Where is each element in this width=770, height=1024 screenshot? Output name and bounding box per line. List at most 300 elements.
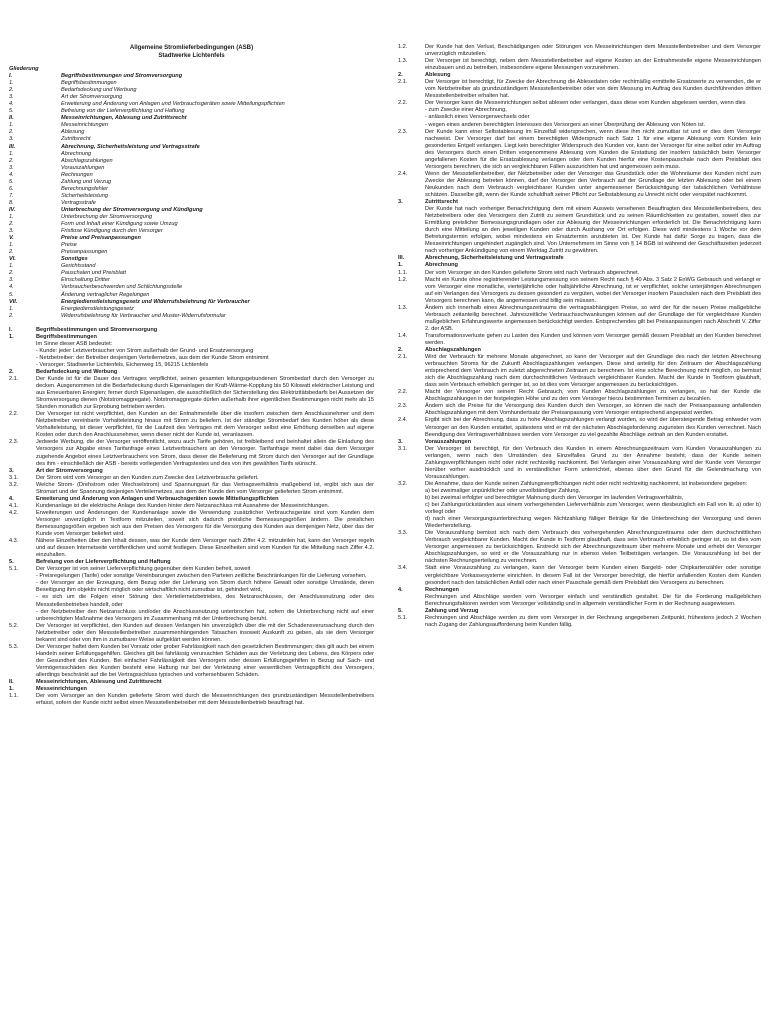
paragraph-text: Der Kunde hat nach vorheriger Benachrichtigung dem mit einem Ausweis versehenen Beauftragten des Messstellenbetreibers, des Netzbetreibers oder des Versorgers den Zutritt zu seinem Grundstück und zu seinen Räumlichkeiten zu gestatten, soweit dies zur Ermittlung preislicher Bemessungsgrundlagen oder zur Ablesung der Messeinrichtungen erforderlich ist. Die Benachrichtigung kann durch eine Mitteilung an den jeweiligen Kunden oder durch Aushang vor Ort erfolgen. Diese wird mindestens 1 Woche vor dem Betretungstermin erfolgen, wobei mindestens ein Ersatztermin anzubieten ist. Der Kunde hat dafür Sorge zu tragen, dass die Messeinrichtungen ungehindert zugänglich sind. Von Unternehmern im Sinne von § 14 BGB ist während der Geschäftszeiten jederzeit nach vorheriger Ankündigung von einem Werktag Zutritt zu gewähren. [425, 206, 761, 255]
toc-row-number: 2. [9, 312, 14, 319]
paragraph-text: Bedarfsdeckung und Werbung [36, 368, 118, 375]
paragraph [398, 100, 761, 107]
paragraph [9, 644, 374, 679]
toc-row-title: Preisanpassungen [61, 249, 108, 256]
paragraph-text: - wegen eines anderen berechtigten Interesses des Versorgers an einer Überprüfung der Ablesung von Nöten ist. [425, 121, 706, 128]
toc-row-title: Preise [61, 242, 77, 249]
paragraph [9, 503, 374, 510]
paragraph-text: - der Versorger an der Erzeugung, dem Bezug oder der Lieferung von Strom durch höhere Gewalt oder sonstige Umstände, deren Beseitigung ihm objektiv nicht möglich oder wirtschaftlich nicht zumutbar ist, gehindert wird, [36, 580, 374, 594]
toc-row-number: 4. [9, 171, 14, 178]
toc-row [9, 228, 374, 235]
section-heading [9, 334, 374, 341]
toc-row-title: Form und Inhalt einer Kündigung sowie Umzug [61, 221, 178, 228]
toc-row-title: Messeinrichtungen [61, 122, 108, 129]
paragraph [9, 693, 374, 707]
paragraph [398, 446, 761, 481]
toc-row-number: 5. [9, 178, 14, 185]
paragraph-text: c) bei Zahlungsrückständen aus einem vorhergehenden Lieferverhältnis zum Versorger, wenn diesbezüglich ein Fall von lit. a) oder b) vorliegt oder [425, 502, 761, 516]
paragraph [398, 206, 761, 255]
toc-row-number: 4. [9, 101, 14, 108]
section-heading [9, 686, 374, 693]
toc-row-number: 3. [9, 136, 14, 143]
paragraph [9, 475, 374, 482]
paragraph-text: b) bei zweimal erfolgter und berechtigter Mahnung durch den Versorger im laufenden Vertragsverhältnis, [425, 495, 684, 501]
paragraph [9, 411, 374, 439]
toc-row-number: IV. [9, 206, 16, 213]
paragraph-text: Art der Stromversorgung [36, 467, 103, 474]
paragraph-text: Zahlung und Verzug [425, 607, 479, 614]
toc-row-number: 2. [9, 87, 14, 94]
paragraph-text: Messeinrichtungen, Ablesung und Zutrittsrecht [36, 679, 162, 686]
paragraph-text: Der vom Versorger an den Kunden gelieferte Strom wird nach Verbrauch abgerechnet. [425, 269, 640, 276]
toc-row-title: Abrechnung, Sicherheitsleistung und Vertragsstrafe [61, 143, 200, 150]
paragraph-number: 3. [398, 438, 403, 445]
paragraph-number: 5. [9, 559, 14, 566]
paragraph-number: 2.2. [9, 411, 19, 418]
paragraph-text: Erweiterung und Änderung von Anlagen und Verbrauchsgeräten sowie Mitteilungspflichten [36, 495, 279, 502]
document-title: Allgemeine Stromlieferbedingungen (ASB) [129, 44, 254, 51]
toc-row [9, 277, 374, 284]
right-column [398, 44, 761, 629]
paragraph [398, 488, 761, 495]
paragraph-number: 1.3. [398, 304, 408, 311]
paragraph [398, 277, 761, 305]
paragraph-number: 3.1. [9, 474, 19, 481]
paragraph [398, 305, 761, 333]
paragraph [9, 538, 374, 559]
paragraph-text: Rechnungen [425, 586, 459, 593]
section-heading [9, 496, 374, 503]
toc-row [9, 115, 374, 122]
paragraph [398, 530, 761, 565]
paragraph-number: 4. [9, 495, 14, 502]
paragraph [398, 129, 761, 171]
paragraph-text: Die Vorauszahlung bemisst sich nach dem Verbrauch des vorhergehenden Abrechnungszeitraums oder dem durchschnittlichen Verbrauch vergleichbarer Kunden. Macht der Kunde in Textform glaubhaft, dass sein Verbrauch erheblich geringer ist, so ist dies vom Versorger angemessen zu berücksichtigen. Erstreckt sich der Abrechnungszeitraum über mehrere Monate und erhebt der Versorger Abschlagszahlungen, so wird er die Vorauszahlung nur in ebenso vielen Teilbeträgen verlangen. Die Vorauszahlung ist bei der nächsten Rechnungserteilung zu verrechnen. [425, 530, 761, 565]
paragraph-number: 5.1. [9, 566, 19, 573]
paragraph-text: Abschlagszahlungen [425, 347, 481, 354]
paragraph-text: - Versorger: Stadtwerke Lichtenfels, Eichenweg 15, 96215 Lichtenfels [36, 361, 209, 368]
toc-row [9, 263, 374, 270]
toc-row-title: Begriffsbestimmungen [61, 80, 117, 87]
paragraph [9, 439, 374, 467]
paragraph-text: Der Kunde ist für die Dauer des Vertrages verpflichtet, seinen gesamten leitungsgebundenen Strombedarf durch den Versorger zu decken. Ausgenommen ist die Bedarfsdeckung durch Eigenanlagen der Kraft-Wärme-Kopplung bis 50 Kilowatt elektrischer Leistung und aus Erneuerbaren Energien; ferner durch Eigenanlagen, die ausschließlich der Sicherstellung des Elektrizitätsbedarfs bei Aussetzen der Stromversorgung dienen (Notstromaggregate). Notstromaggregate dürfen außerhalb ihrer eigentlichen Bestimmungen nicht mehr als 15 Stunden monatlich zur Erprobung betrieben werden. [36, 376, 374, 411]
paragraph-text: Der Strom wird vom Versorger an den Kunden zum Zwecke des Letztverbrauchs geliefert. [36, 474, 259, 481]
toc-row-title: Ablesung [61, 129, 85, 136]
paragraph-number: 2. [398, 72, 403, 79]
paragraph-number [398, 122, 425, 129]
toc-row-number: 2. [9, 221, 14, 228]
paragraph [398, 403, 761, 417]
toc-row-title: Zahlung und Verzug [61, 178, 112, 185]
toc-row-title: Fristlose Kündigung durch den Versorger [61, 228, 163, 235]
paragraph-number: 1.3. [398, 58, 408, 65]
paragraph [9, 482, 374, 496]
paragraph-number: III. [398, 255, 405, 262]
toc-row-title: Abrechnung [61, 150, 92, 157]
paragraph-text: Abrechnung, Sicherheitsleistung und Vertragsstrafe [425, 255, 564, 262]
paragraph-number [9, 348, 36, 355]
paragraph-number: 2.2. [398, 100, 408, 107]
paragraph-number [9, 341, 36, 348]
paragraph-number [398, 516, 425, 530]
paragraph-number [398, 488, 425, 495]
paragraph [398, 495, 761, 502]
paragraph-number: 5. [398, 607, 403, 614]
toc-row-title: Abschlagszahlungen [61, 157, 113, 164]
section-heading [398, 439, 761, 446]
toc-row [9, 256, 374, 263]
paragraph [398, 122, 761, 129]
toc-row-title: Pauschalen und Preisblatt [61, 270, 126, 277]
paragraph-number: 1. [398, 262, 403, 269]
toc-row-number: 1. [9, 122, 14, 129]
paragraph-text: - Preisregelungen (Tarife) oder sonstige Vereinbarungen zwischen den Parteien zeitliche Beschränkungen für die Lieferung vorsehen, [36, 573, 367, 580]
paragraph-number: 1.4. [398, 332, 408, 339]
paragraph-text: Ändern sich innerhalb eines Abrechnungszeitraums die vertragsabhängigen Preise, so wird der für die neuen Preise maßgebliche Verbrauch zeitanteilig berechnet. Jahreszeitliche Verbrauchsschwankungen können auf der Grundlage der für vergleichbare Kunden maßgeblichen Erfahrungswerte angemessen berücksichtigt werden. Entsprechendes gilt bei Preisanpassungen nach Abschnitt V. Ziffer 2. der ASB. [425, 304, 761, 332]
toc-row [9, 158, 374, 165]
left-column [9, 44, 374, 707]
paragraph [398, 615, 761, 629]
section-heading [398, 608, 761, 615]
paragraph-text: Der Versorger kann die Messeinrichtungen selbst ablesen oder verlangen, dass diese vom Kunden abgelesen werden, wenn dies [425, 100, 746, 107]
paragraph [398, 270, 761, 277]
paragraph [398, 389, 761, 403]
section-heading [398, 255, 761, 262]
paragraph [398, 417, 761, 438]
paragraph-text: - es sich um die Folgen einer Störung des Verteilernetzbetriebes, des Netzanschlusses, der Anschlussnutzung oder des Messstellenbetriebes handelt, oder [36, 594, 374, 608]
paragraph-text: d) nach einer Versorgungsunterbrechung wegen Nichtzahlung fälliger Beträge für die Unterbrechung der Versorgung und deren Wiederherstellung. [425, 516, 761, 530]
paragraph-number: 3.4. [398, 565, 408, 572]
toc-row [9, 108, 374, 115]
toc-row-number: 3. [9, 164, 14, 171]
toc-row-number: 1. [9, 150, 14, 157]
paragraph-number: 1.1. [398, 269, 408, 276]
toc-row [9, 179, 374, 186]
paragraph-number: 1. [9, 686, 14, 693]
paragraph-text: Der Versorger ist nicht verpflichtet, den Kunden an der Entnahmestelle über die insofern zwischen dem Anschlussnehmer und dem Netzbetreiber vereinbarte Vorhalteleistung hinaus mit Strom zu beliefern. Ist der ständige Strombedarf des Kunden höher als diese Vorhalteleistung, ist dieser verpflichtet, für die Laufzeit des Vertrages mit dem Versorger selbst eine Erhöhung derselben auf eigene Kosten oder durch den Anschlussnehmer, wenn dieser nicht der Kunde ist, veranlassen. [36, 411, 374, 439]
paragraph-text: Abrechnung [425, 262, 458, 269]
toc-row-title: Unterbrechung der Stromversorgung und Kündigung [61, 206, 203, 213]
toc-row [9, 144, 374, 151]
toc-row [9, 165, 374, 172]
left-body-text [9, 327, 374, 708]
paragraph [9, 623, 374, 644]
paragraph-number: 2.1. [398, 354, 408, 361]
paragraph-text: Begriffsbestimmungen [36, 333, 97, 340]
toc-row [9, 235, 374, 242]
paragraph-text: Der Versorger haftet dem Kunden bei Vorsatz oder grober Fahrlässigkeit nach den gesetzlichen Bestimmungen; dies gilt auch bei einem Handeln seiner Erfüllungsgehilfen. Gleiches gilt bei fahrlässig verursachten Schäden aus der Verletzung des Lebens, des Körpers oder der Gesundheit des Kunden. Bei einfacher Fahrlässigkeit des Versorgers oder dessen Erfüllungsgehilfen in Bezug auf Sach- und Vermögensschäden des Kunden besteht eine Haftung nur bei der Verletzung einer wesentlichen Vertragspflicht des Versorgers, allerdings beschränkt auf die bei Vertragsschluss typischen und vorhersehbaren Schäden. [36, 643, 374, 678]
section-heading [9, 559, 374, 566]
paragraph-text: Zutrittsrecht [425, 199, 458, 206]
toc-row [9, 151, 374, 158]
toc-row-number: 1. [9, 242, 14, 249]
paragraph-text: Der Versorger ist berechtigt, für Zwecke der Abrechnung die Ablesedaten oder rechtmäßig ermittelte Ersatzwerte zu verwenden, die er vom Netzbetreiber als grundzuständigem Messstellenbetreiber oder von dem Messung im Auftrag des Kunden durchführenden dritten Messstellenbetreiber erhalten hat. [425, 79, 761, 100]
paragraph-text: Der Kunde kann einer Selbstablesung im Einzelfall widersprechen, wenn diese ihm nicht zumutbar ist und er dies dem Versorger nachweist. Der Versorger darf bei einem berechtigten Widerspruch nach Satz 1 für eine eigene Ablesung vom Kunden kein gesondertes Entgelt verlangen. Liegt kein berechtigter Widerspruch des Kunden vor, kann der Versorger für eine selbst oder im Auftrag des Versorgers durch einen Dritten vorgenommene Ablesung vom Kunden die Erstattung der insofern tatsächlich beim Versorger angefallenen Kosten für die Ersatzablesung verlangen oder dem Kunden hierfür eine Kostenpauschale nach dem Preisblatt des Versorgers berechnen, die sich an vergleichbaren Fällen auszurichten hat und angemessen sein muss. [425, 128, 761, 170]
paragraph-text: Begriffsbestimmungen und Stromversorgung [36, 326, 158, 333]
toc-row-number: 7. [9, 192, 14, 199]
paragraph-number: 2.3. [398, 128, 408, 135]
paragraph-number: 3.1. [398, 445, 408, 452]
section-heading [9, 327, 374, 334]
section-heading [398, 587, 761, 594]
toc-row [9, 292, 374, 299]
paragraph-number [9, 580, 36, 594]
toc-row-number: 2. [9, 249, 14, 256]
toc-row [9, 221, 374, 228]
paragraph-number: 4.1. [9, 502, 19, 509]
paragraph [9, 348, 374, 355]
paragraph [9, 376, 374, 411]
paragraph [398, 171, 761, 199]
paragraph-text: Nähere Einzelheiten über den Inhalt dessen, was der Kunde dem Versorger nach Ziffer 4.2. mitzuteilen hat, kann der Versorger regeln und auf dessen Internetseite veröffentlichen und somit festlegen. Diese Einzelheiten sind vom Kunden für die Mitteilung nach Ziffer 4.2. einzuhalten. [36, 538, 374, 559]
toc-row-title: Art der Stromversorgung [61, 94, 123, 101]
paragraph-number [9, 594, 36, 608]
paragraph-text: Der Kunde hat den Verlust, Beschädigungen oder Störungen von Messeinrichtungen dem Messstellenbetreiber und dem Versorger unverzüglich mitzuteilen. [425, 44, 761, 58]
toc-row-number: II. [9, 115, 14, 122]
toc-row [9, 270, 374, 277]
paragraph-number: 1. [9, 333, 14, 340]
paragraph [9, 510, 374, 538]
toc-row-title: Gerichtsstand [61, 263, 96, 270]
toc-row [9, 284, 374, 291]
paragraph-text: Der Versorger ist verpflichtet, den Kunden auf dessen Verlangen hin unverzüglich über die mit der Schadensverursachung durch den Netzbetreiber oder den Messstellenbetreiber zusammenhängenden Tatsachen insoweit Auskunft zu geben, als sie dem Versorger bekannt sind oder von ihm in zumutbarer Weise aufgeklärt werden können. [36, 622, 374, 643]
section-heading [398, 72, 761, 79]
section-heading [398, 347, 761, 354]
toc-row [9, 299, 374, 306]
paragraph-number: 3.2. [398, 480, 408, 487]
toc-row-title: Befreiung von der Lieferverpflichtung und Haftung [61, 108, 185, 115]
section-heading [398, 199, 761, 206]
toc-row [9, 101, 374, 108]
paragraph-number [9, 355, 36, 362]
paragraph-text: Messeinrichtungen [36, 686, 87, 693]
toc-row [9, 172, 374, 179]
paragraph [9, 573, 374, 580]
document-subtitle: Stadtwerke Lichtenfels [158, 52, 225, 59]
toc-row [9, 193, 374, 200]
toc-row-title: Unterbrechung der Stromversorgung [61, 213, 153, 220]
paragraph-text: Im Sinne dieser ASB bedeutet: [36, 340, 113, 347]
toc-row-title: Energiedienstleistungsgesetz [61, 305, 134, 312]
paragraph-text: a) bei zweimaliger unpünktlicher oder unvollständiger Zahlung, [425, 487, 581, 494]
paragraph-number [398, 114, 425, 121]
paragraph-number: 5.2. [9, 622, 19, 629]
paragraph-text: Die Annahme, dass der Kunde seinen Zahlungsverpflichtungen nicht oder nicht rechtzeitig nachkommt, ist insbesondere gegeben: [425, 480, 748, 487]
paragraph-number: 1.2. [398, 276, 408, 283]
paragraph-number: 1.2. [398, 44, 408, 50]
toc-row-title: Änderung vertraglicher Regelungen [61, 291, 150, 298]
paragraph [398, 107, 761, 114]
toc-row-title: Bedarfsdeckung und Werbung [61, 87, 137, 94]
right-body-text [398, 44, 761, 629]
toc-row-number: 2. [9, 129, 14, 136]
toc-row [9, 242, 374, 249]
toc-row-number: 3. [9, 94, 14, 101]
paragraph-text: - Netzbetreiber: der Betreiber desjenigen Verteilernetzes, aus dem der Kunde Strom entnimmt [36, 354, 269, 361]
paragraph-text: Wenn der Messstellenbetreiber, der Netzbetreiber oder der Versorger das Grundstück oder die Wohnräume des Kunden nicht zum Zwecke der Ablesung betreten können, darf der Versorger den Verbrauch auf der Grundlage der letzten Ablesung oder bei einem Neukunden nach dem Verbrauch vergleichbarer Kunden unter angemessener Berücksichtigung der tatsächlichen Verhältnisse schätzen. Dasselbe gilt, wenn der Kunde schuldhaft seiner Pflicht zur Selbstablesung zu Unrecht nicht oder verspätet nachkommt. [425, 170, 761, 198]
paragraph-number: II. [9, 679, 14, 686]
toc-row [9, 306, 374, 313]
paragraph-number [9, 573, 36, 580]
paragraph-number: 5.3. [9, 643, 19, 650]
paragraph-text: Ergibt sich bei der Abrechnung, dass zu hohe Abschlagszahlungen verlangt wurden, so wird der übersteigende Betrag entweder vom Versorger an den Kunden erstattet, spätestens wird er mit der nächsten Abschlagsforderung zugunsten des Kunden verrechnet. Nach Beendigung des Vertragsverhältnisses werden vom Versorger zu viel gezahlte Abschläge zeitnah an den Kunden erstattet. [425, 417, 761, 438]
paragraph-number: 2.1. [398, 79, 408, 86]
toc-row [9, 87, 374, 94]
toc-row-number: 1. [9, 263, 14, 270]
toc-row-title: Vertragsstrafe [61, 199, 96, 206]
toc-row-title: Widerrufsbelehrung für Verbraucher und Muster-Widerrufsformular [61, 312, 226, 319]
toc-row-number: I. [9, 73, 13, 80]
toc-row-title: Energiedienstleistungsgesetz und Widerrufsbelehrung für Verbraucher [61, 298, 250, 305]
paragraph-number: 1.1. [9, 693, 19, 700]
paragraph-text: Welche Strom- (Drehstrom oder Wechselstrom) und Spannungsart für das Vertragsverhältnis maßgebend ist, ergibt sich aus der Stromart und der Spannung desjenigen Verteilernetzes, aus dem der Kunde den vom Versorger gelieferten Strom entnimmt. [36, 481, 374, 495]
toc-row-number: III. [9, 143, 16, 150]
paragraph-number: 2. [398, 347, 403, 354]
toc-row [9, 129, 374, 136]
paragraph-text: Wird der Verbrauch für mehrere Monate abgerechnet, so kann der Versorger auf der Grundlage des nach der letzten Abrechnung verbrauchten Stroms für die Zukunft Abschlagszahlungen verlangen. Diese sind anteilig für den Zeitraum der Abschlagszahlung entsprechend dem Verbrauch im zuletzt abgerechneten Zeitraum zu berechnen. Ist eine solche Berechnung nicht möglich, so bemisst sich die Abschlagszahlung nach dem durchschnittlichen Verbrauch vergleichbarer Kunden. Macht der Kunde in Textform glaubhaft, dass sein Verbrauch erheblich geringer ist, so ist dies vom Versorger angemessen zu berücksichtigen. [425, 354, 761, 389]
paragraph [9, 355, 374, 362]
paragraph [398, 114, 761, 121]
toc-row-title: Begriffsbestimmungen und Stromversorgung [61, 73, 183, 80]
paragraph-text: Der vom Versorger an den Kunden gelieferte Strom wird durch die Messeinrichtungen des grundzuständigen Messstellenbetreibers erfasst, sofern der Kunde nicht selbst einen Messstellenbetreiber mit dem Messstellenbetrieb beauftragt hat. [36, 693, 374, 707]
toc-row [9, 207, 374, 214]
paragraph [398, 594, 761, 608]
paragraph [9, 580, 374, 594]
paragraph-number: 3.3. [398, 530, 408, 537]
paragraph-number: I. [9, 326, 13, 333]
paragraph-text: Macht ein Kunde ohne registrierender Leistungsmessung von seinem Recht nach § 40 Abs. 3 Satz 2 EnWG Gebrauch und verlangt er vom Versorger eine monatliche, vierteljährliche oder halbjährliche Abrechnung, ist er verpflichtet, solche unterjährigen Abrechnungen auf ein Verlangen des Versorgers zu dessen gesondert zu vergüten, wobei der Versorger insofern Pauschalen nach dem Preisblatt des Versorgers berechnen kann, die angemessen und billig sein müssen. [425, 276, 761, 304]
paragraph-number: 2.3. [9, 439, 19, 446]
paragraph-number: 3. [398, 199, 403, 206]
toc-row-number: 4. [9, 284, 14, 291]
paragraph [9, 609, 374, 623]
toc-row-title: Sicherheitsleistung [61, 192, 108, 199]
toc-row [9, 73, 374, 80]
paragraph-number: 2.4. [398, 417, 408, 424]
toc-row-title: Erweiterung und Änderung von Anlagen und Verbrauchsgeräten sowie Mitteilungspflichten [61, 101, 285, 108]
paragraph-text: Transformationsverluste gehen zu Lasten des Kunden und können vom Versorger gemäß dessen Preisblatt an den Kunden berechnet werden. [425, 332, 761, 346]
toc-row [9, 313, 374, 320]
paragraph-text: Der Versorger ist berechtigt, für den Verbrauch des Kunden in einem Abrechnungszeitraum vom Kunden Vorauszahlungen zu verlangen, wenn nach den Umständen des Einzelfalles Grund zu der Annahme besteht, dass der Kunde seinen Zahlungsverpflichtungen nicht oder nicht rechtzeitig nachkommt. Bei Verlangen einer Vorauszahlung wird der Kunde vom Versorger hierüber vorher ausdrücklich und in verständlicher Form unterrichtet, ebenso über den Grund für die Gelendmachung von Vorauszahlungen. [425, 445, 761, 480]
toc-row-number: 1. [9, 213, 14, 220]
toc-row-number: 1. [9, 305, 14, 312]
paragraph-text: Der Versorger ist berechtigt, neben dem Messstellenbetreiber auf eigene Kosten an der Entnahmestelle eigene Messeinrichtungen einzubauen und zu betreiben, insbesondere eigene Messungen vorzunehmen. [425, 58, 761, 72]
toc-row-number: VI. [9, 256, 16, 263]
paragraph [398, 44, 761, 58]
paragraph-number [398, 495, 425, 502]
paragraph [398, 565, 761, 586]
toc-row-number: 3. [9, 277, 14, 284]
paragraph-number [9, 362, 36, 369]
toc-row-number: VII. [9, 298, 18, 305]
paragraph-number [398, 594, 425, 608]
paragraph-text: Vorauszahlungen [425, 438, 472, 445]
toc-row [9, 80, 374, 87]
section-heading [9, 679, 374, 686]
section-heading [398, 262, 761, 269]
paragraph-text: Der Versorger ist von seiner Lieferverpflichtung gegenüber dem Kunden befreit, soweit [36, 566, 251, 573]
paragraph-number [398, 206, 425, 255]
paragraph-text: - anlässlich eines Versorgerwechsels oder [425, 114, 530, 121]
toc-row [9, 122, 374, 129]
paragraph [398, 481, 761, 488]
toc-row-title: Messeinrichtungen, Ablesung und Zutrittsrecht [61, 115, 187, 122]
toc-row-number: 3. [9, 228, 14, 235]
toc-row-number: 5. [9, 108, 14, 115]
paragraph-text: Ablesung [425, 72, 451, 79]
paragraph-number: 4.2. [9, 509, 19, 516]
toc-row-title: Preise und Preisanpassungen [61, 235, 141, 242]
toc-row [9, 214, 374, 221]
toc-row-number: 6. [9, 185, 14, 192]
paragraph-number: 2.3. [398, 403, 408, 410]
toc-row-title: Verbraucherbeschwerden und Schlichtungsstelle [61, 284, 183, 291]
paragraph-text: Jedwede Werbung, die der Versorger veröffentlicht, wozu auch Tarife gehören, ist freibleibend und beinhaltet allein die Einladung des Versorgers zur Abgabe eines Tarifanfrage eines Letztverbrauchers an den Versorger. Tarifanfrage meint dabei das dem Versorger zugehende Angebot eines Letztverbrauchers von Strom, dass dieser die Belieferung mit Strom durch den Versorger auf der Grundlage des ihm - einschließlich der ASB - bereits vorliegenden Vertragstextes und des von ihm gewählten Tarifs wünscht. [36, 439, 374, 467]
paragraph-number: 2.4. [398, 170, 408, 177]
toc-row [9, 186, 374, 193]
paragraph [398, 333, 761, 347]
toc-row-number: 2. [9, 270, 14, 277]
paragraph [9, 362, 374, 369]
paragraph [9, 594, 374, 608]
table-of-contents [9, 73, 374, 320]
paragraph [398, 79, 761, 100]
toc-row-title: Einschaltung Dritter [61, 277, 110, 284]
paragraph-text: - Kunde: jeder Letztverbraucher von Strom außerhalb der Grund- und Ersatzversorgung [36, 347, 254, 354]
paragraph-number [398, 107, 425, 114]
toc-row [9, 200, 374, 207]
paragraph-text: Statt eine Vorauszahlung zu verlangen, kann der Versorger beim Kunden einen Bargeld- oder Chipkartenzähler oder sonstige vergleichbare Vorkassesysteme einrichten. In diesem Fall ist der Versorger berechtigt, die hierfür anfallenden Kosten dem Kunden gesondert nach den tatsächlichen Anfall oder nach einer Pauschale gemäß dem Preisblatt des Versorgers zu berechnen. [425, 565, 761, 586]
paragraph-number [398, 502, 425, 516]
paragraph-text: Rechnungen und Abschläge werden zu dem vom Versorger in der Rechnung angegebenen Zeitpunkt, frühestens jedoch 2 Wochen nach Zugang der Zahlungsaufforderung beim Kunden fällig. [425, 614, 761, 628]
paragraph-text: Macht der Versorger von seinem Recht Gebrauch, vom Kunden Abschlagszahlungen zu verlangen, so hat der Kunde die Abschlagszahlungen in der festgelegten Höhe und zu den vom Versorger hierzu bestimmten Terminen zu bezahlen. [425, 389, 761, 403]
section-heading [9, 468, 374, 475]
toc-row-number: V. [9, 235, 14, 242]
paragraph-text: - der Netzbetreiber den Netzanschluss und/oder die Anschlussnutzung unterbrochen hat, sofern die Unterbrechung nicht auf einer unberechtigten Maßnahme des Versorgers im Zusammenhang mit der Unterbrechung beruht. [36, 608, 374, 622]
paragraph-number: 3.2. [9, 481, 19, 488]
paragraph [9, 566, 374, 573]
paragraph-text: Befreiung von der Lieferverpflichtung und Haftung [36, 559, 171, 566]
toc-row-number: 1. [9, 80, 14, 87]
toc-heading: Gliederung [9, 66, 39, 72]
paragraph-number: 4.3. [9, 538, 19, 545]
paragraph-number: 4. [398, 586, 403, 593]
toc-row-number: 2. [9, 157, 14, 164]
paragraph-number [9, 609, 36, 623]
paragraph-number: 5.1. [398, 614, 408, 621]
toc-row-number: 8. [9, 199, 14, 206]
section-heading [9, 369, 374, 376]
toc-row-title: Vorauszahlungen [61, 164, 105, 171]
toc-row-title: Berechnungsfehler [61, 185, 108, 192]
toc-row-title: Zutrittsrecht [61, 136, 91, 143]
paragraph [398, 516, 761, 530]
toc-row [9, 249, 374, 256]
paragraph [398, 58, 761, 72]
paragraph-number: 2.1. [9, 376, 19, 383]
paragraph [398, 502, 761, 516]
toc-row [9, 136, 374, 143]
toc-row-title: Sonstiges [61, 256, 88, 263]
paragraph [398, 354, 761, 389]
paragraph-number: 3. [9, 467, 14, 474]
toc-row-number: 5. [9, 291, 14, 298]
paragraph-number: 2.2. [398, 389, 408, 396]
toc-row-title: Rechnungen [61, 171, 93, 178]
paragraph-text: Erweiterungen und Änderungen der Kundenanlage sowie die Verwendung zusätzlicher Verbrauchsgeräte sind vom Kunden dem Versorger unverzüglich in Textform mitzuteilen, soweit sich dadurch preisliche Bemessungsgrößen ändern. Die preislichen Bemessungsgrößen ergeben sich aus den Preisen des Versorgers für die Versorgung des Kunden aus demjenigen Netz, über das der Kunde vom Versorger beliefert wird. [36, 509, 374, 538]
paragraph [9, 341, 374, 348]
paragraph-text: Rechnungen und Abschläge werden vom Versorger einfach und verständlich gestaltet. Die für die Forderung maßgeblichen Berechnungsfaktoren werden vom Versorger vollständig und in allgemein verständlicher Form in der Rechnung ausgewiesen. [425, 593, 761, 607]
